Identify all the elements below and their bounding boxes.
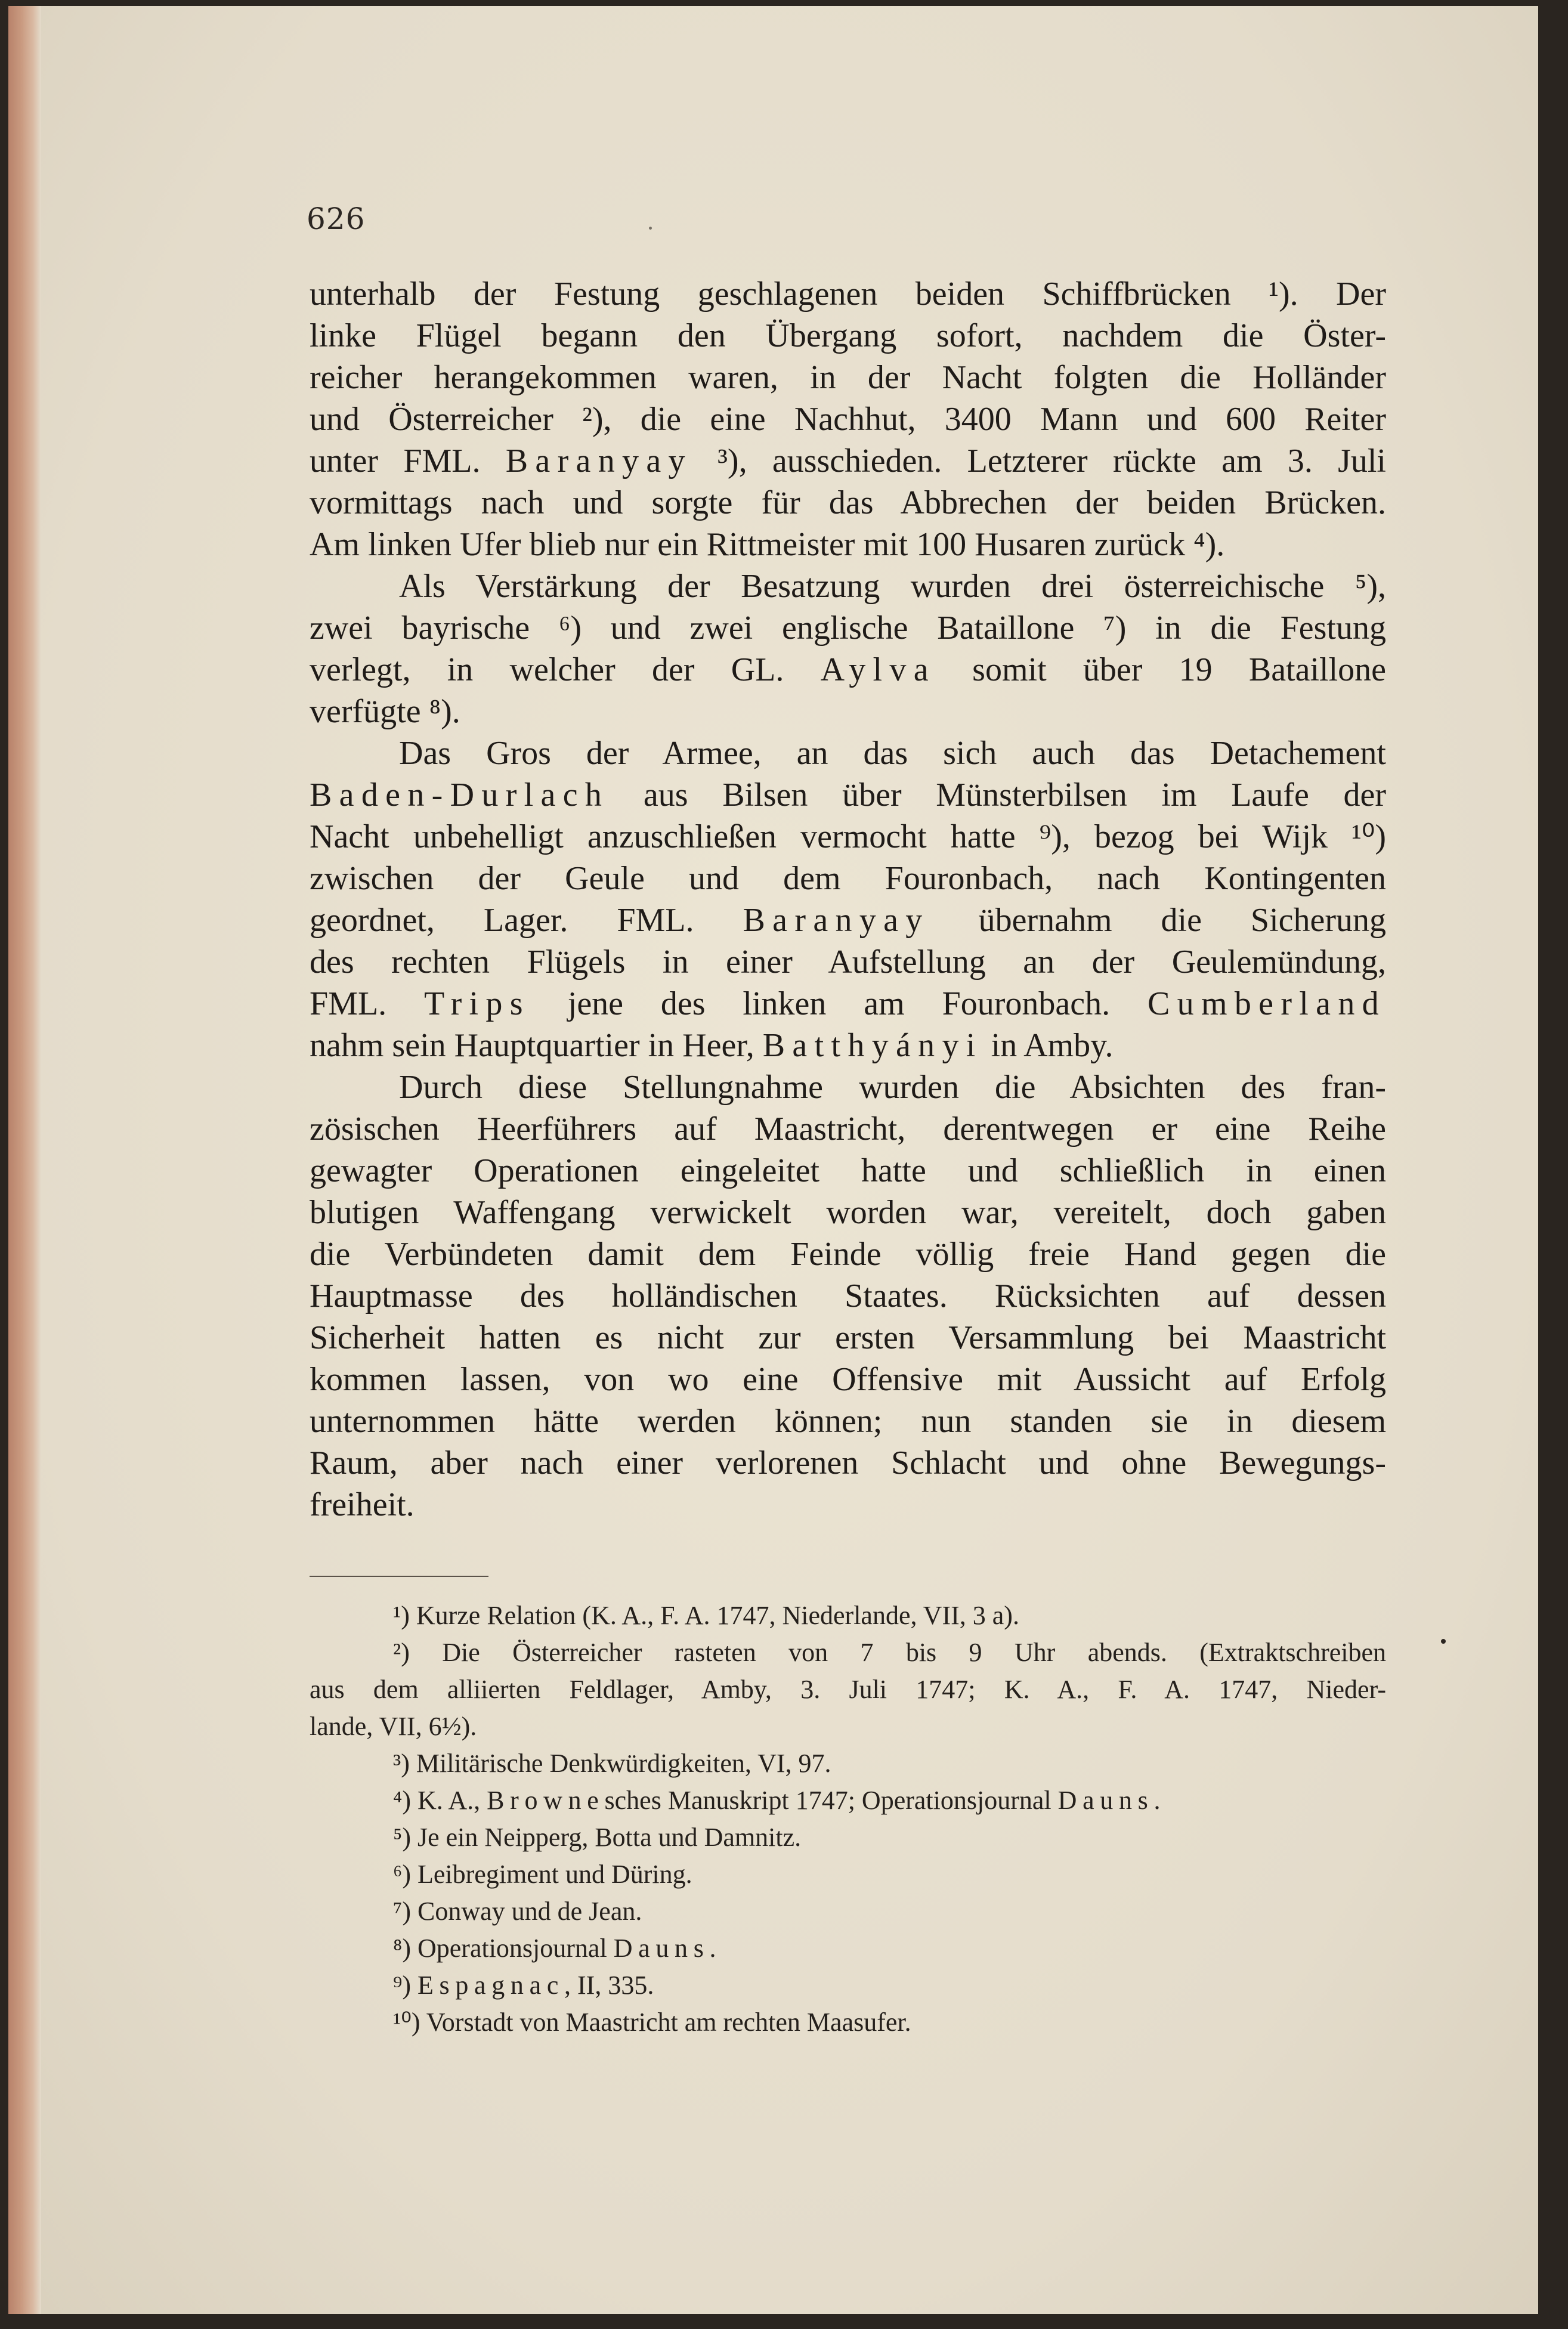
paper-speck [1441, 1639, 1446, 1644]
text-line: die Verbündeten damit dem Feinde völlig freie Hand gegen die [310, 1236, 1386, 1273]
footnote: ²) Die Österreicher rasteten von 7 bis 9 Uhr abends. (Extraktschreiben [393, 1638, 1386, 1667]
spaced-name: Baranyay [505, 443, 692, 480]
text-line: linke Flügel begann den Übergang sofort, nachdem die Öster- [310, 317, 1386, 354]
text-fragment: ⁸) Operationsjournal [393, 1934, 614, 1963]
text-fragment: somit über 19 Bataillone [935, 651, 1386, 688]
spaced-name: Aylva [820, 651, 936, 688]
footnote [310, 1967, 1386, 2004]
text-line: Als Verstärkung der Besatzung wurden drei österreichische ⁵), [399, 568, 1386, 605]
text-line [310, 899, 1386, 941]
text-line: unternommen hätte werden können; nun standen sie in diesem [310, 1403, 1386, 1440]
text-line: des rechten Flügels in einer Aufstellung an der Geulemündung, [310, 944, 1386, 981]
paper-speck [649, 227, 652, 230]
text-fragment: aus Bilsen über Münsterbilsen im Laufe der [609, 777, 1386, 814]
text-fragment: verlegt, in welcher der GL. [310, 651, 821, 688]
text-fragment: ³), ausschieden. Letzterer rückte am 3. Juli [692, 443, 1386, 480]
footnote: ¹) Kurze Relation (K. A., F. A. 1747, Niederlande, VII, 3 a). [393, 1601, 1019, 1630]
text-fragment: geordnet, Lager. FML. [310, 902, 743, 939]
text-line: Durch diese Stellungnahme wurden die Absichten des fran- [399, 1069, 1386, 1106]
text-line: zwischen der Geule und dem Fouronbach, nach Kontingenten [310, 860, 1386, 897]
text-line: unterhalb der Festung geschlagenen beiden Schiffbrücken ¹). Der [310, 276, 1386, 313]
text-line: zwei bayrische ⁶) und zwei englische Bataillone ⁷) in die Festung [310, 610, 1386, 647]
spaced-name: Dauns [613, 1934, 710, 1963]
footnote: ¹⁰) Vorstadt von Maastricht am rechten Maasufer. [393, 2008, 911, 2037]
text-line: freiheit. [310, 1486, 415, 1523]
footnote: ³) Militärische Denkwürdigkeiten, VI, 97. [393, 1749, 831, 1778]
text-line: Nacht unbehelligt anzuschließen vermocht hatte ⁹), bezog bei Wijk ¹⁰) [310, 818, 1386, 855]
text-fragment: jene des linken am Fouronbach. [530, 985, 1148, 1022]
spaced-name: Cumberland [1147, 985, 1386, 1022]
text-fragment: nahm sein Hauptquartier in Heer, [310, 1027, 763, 1064]
text-line: und Österreicher ²), die eine Nachhut, 3400 Mann und 600 Reiter [310, 401, 1386, 438]
text-line: zösischen Heerführers auf Maastricht, derentwegen er eine Reihe [310, 1111, 1386, 1148]
text-line: Am linken Ufer blieb nur ein Rittmeister mit 100 Husaren zurück ⁴). [310, 526, 1225, 563]
text-line: Raum, aber nach einer verlorenen Schlacht und ohne Bewegungs- [310, 1445, 1386, 1481]
text-line [310, 649, 1386, 691]
spaced-name: Baden-Durlach [310, 777, 610, 814]
text-line [310, 440, 1386, 482]
text-line: Hauptmasse des holländischen Staates. Rücksichten auf dessen [310, 1278, 1386, 1314]
footnote-continuation: lande, VII, 6½). [310, 1712, 477, 1741]
text-fragment: . [709, 1934, 716, 1963]
page-binding-edge [8, 6, 41, 2314]
spaced-name: Batthyányi [762, 1027, 983, 1064]
text-fragment: FML. [310, 985, 425, 1022]
footnote [310, 1930, 1386, 1967]
text-fragment: übernahm die Sicherung [929, 902, 1386, 939]
text-fragment: in Amby. [982, 1027, 1114, 1064]
spaced-name: Baranyay [743, 902, 930, 939]
text-fragment: . [1153, 1786, 1161, 1815]
main-text [310, 273, 1386, 1526]
text-line [310, 1025, 1386, 1066]
text-fragment: sches Manuskript 1747; Operationsjournal [604, 1786, 1058, 1815]
footnote: ⁷) Conway und de Jean. [393, 1897, 642, 1926]
text-line: gewagter Operationen eingeleitet hatte und schließlich in einen [310, 1152, 1386, 1189]
text-fragment: ⁹) [393, 1971, 417, 2000]
spaced-name: Espagnac [417, 1971, 565, 2000]
text-fragment: ⁴) K. A., [393, 1786, 487, 1815]
text-fragment: unter FML. [310, 443, 506, 480]
text-line: verfügte ⁸). [310, 693, 460, 730]
text-line: blutigen Waffengang verwickelt worden war, vereitelt, doch gaben [310, 1194, 1386, 1231]
spaced-name: Trips [424, 985, 530, 1022]
page-number: 626 [307, 202, 366, 236]
footnote-continuation: aus dem alliierten Feldlager, Amby, 3. Juli 1747; K. A., F. A. 1747, Nieder- [310, 1675, 1386, 1704]
text-line: kommen lassen, von wo eine Offensive mit Aussicht auf Erfolg [310, 1361, 1386, 1398]
text-line [310, 983, 1386, 1025]
text-line: reicher herangekommen waren, in der Nacht folgten die Holländer [310, 359, 1386, 396]
footnote: ⁵) Je ein Neipperg, Botta und Damnitz. [393, 1823, 802, 1852]
footnote-divider [310, 1576, 488, 1577]
footnote: ⁶) Leibregiment und Düring. [393, 1860, 692, 1889]
book-page [8, 6, 1538, 2314]
footnotes [310, 1597, 1386, 2041]
spaced-name: Dauns [1057, 1786, 1154, 1815]
text-line: Sicherheit hatten es nicht zur ersten Versammlung bei Maastricht [310, 1319, 1386, 1356]
footnote [310, 1782, 1386, 1819]
text-line [310, 774, 1386, 816]
text-fragment: , II, 335. [564, 1971, 654, 2000]
text-line: Das Gros der Armee, an das sich auch das Detachement [399, 735, 1386, 772]
text-line: vormittags nach und sorgte für das Abbrechen der beiden Brücken. [310, 484, 1386, 521]
spaced-name: Browne [487, 1786, 605, 1815]
